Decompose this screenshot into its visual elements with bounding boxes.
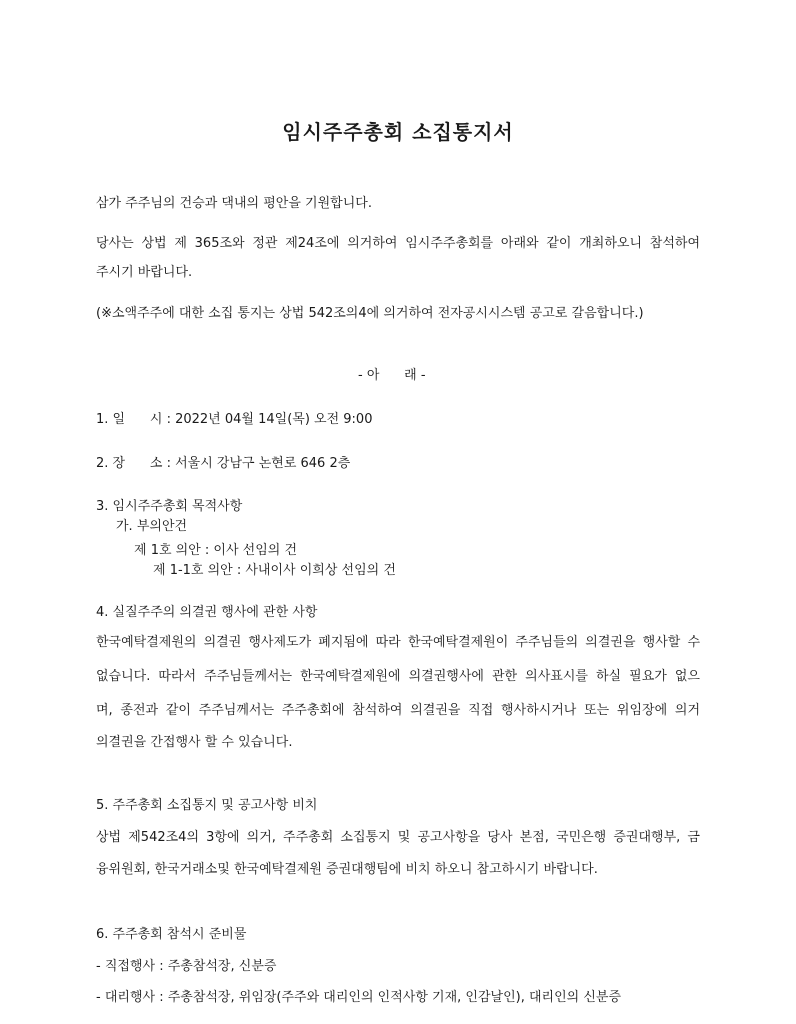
item-2-location: 2. 장 소 : 서울시 강남구 논현로 646 2층: [96, 456, 351, 471]
item-4-line-1: 한국예탁결제원의 의결권 행사제도가 폐지됨에 따라 한국예탁결제원이 주주님들의 의결권을 행사할 수: [96, 635, 700, 650]
item-6-proxy: - 대리행사 : 주총참석장, 위임장(주주와 대리인의 인적사항 기재, 인감날인), 대리인의 신분증: [96, 990, 622, 1005]
below-heading: - 아 래 -: [358, 368, 426, 383]
page-title: 임시주주총회 소집통지서: [282, 120, 514, 144]
item-5-line-2: 융위원회, 한국거래소및 한국예탁결제원 증권대행팀에 비치 하오니 참고하시기 바랍니다.: [96, 862, 598, 877]
item-4-line-2: 없습니다. 따라서 주주님들께서는 한국예탁결제원에 의결권행사에 관한 의사표시를 하실 필요가 없으: [96, 669, 700, 684]
notice-text: (※소액주주에 대한 소집 통지는 상법 542조의4에 의거하여 전자공시시스템 공고로 갈음합니다.): [96, 306, 644, 321]
item-3-sub: 가. 부의안건: [116, 519, 188, 534]
item-1-datetime: 1. 일 시 : 2022년 04월 14일(목) 오전 9:00: [96, 412, 373, 427]
agenda-1: 제 1호 의안 : 이사 선임의 건: [134, 543, 298, 558]
item-6-direct: - 직접행사 : 주총참석장, 신분증: [96, 959, 277, 974]
item-4-line-4: 의결권을 간접행사 할 수 있습니다.: [96, 735, 293, 750]
item-5-heading: 5. 주주총회 소집통지 및 공고사항 비치: [96, 798, 318, 813]
item-6-heading: 6. 주주총회 참석시 준비물: [96, 927, 247, 942]
item-5-line-1: 상법 제542조4의 3항에 의거, 주주총회 소집통지 및 공고사항을 당사 본점, 국민은행 증권대행부, 금: [96, 830, 700, 845]
item-3-heading: 3. 임시주주총회 목적사항: [96, 499, 243, 514]
intro-line-1: 당사는 상법 제 365조와 정관 제24조에 의거하여 임시주주총회를 아래와 같이 개최하오니 참석하여: [96, 236, 700, 251]
intro-line-2: 주시기 바랍니다.: [96, 265, 193, 280]
greeting-text: 삼가 주주님의 건승과 댁내의 평안을 기원합니다.: [96, 196, 372, 211]
item-4-line-3: 며, 종전과 같이 주주님께서는 주주총회에 참석하여 의결권을 직접 행사하시거나 또는 위임장에 의거: [96, 703, 700, 718]
agenda-1-1: 제 1-1호 의안 : 사내이사 이희상 선임의 건: [153, 563, 396, 578]
item-4-heading: 4. 실질주주의 의결권 행사에 관한 사항: [96, 605, 318, 620]
